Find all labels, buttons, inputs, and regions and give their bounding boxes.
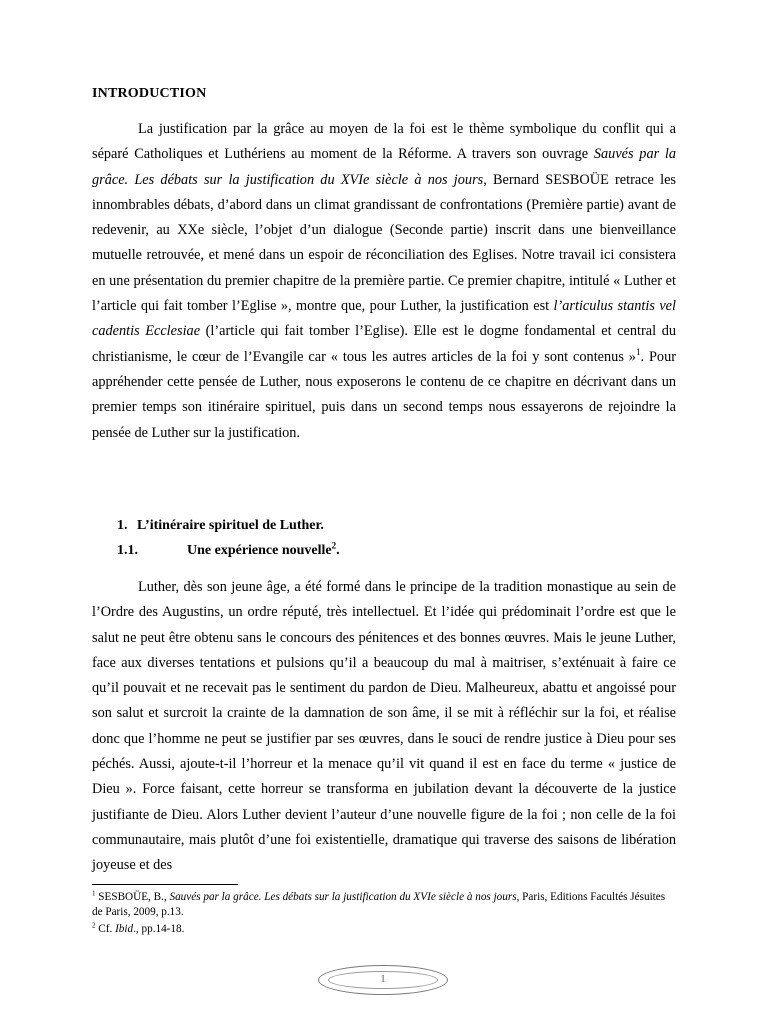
book-title: Sauvés par la grâce. Les débats sur la justification du XVIe siècle à nos jours [92, 146, 676, 188]
footnote-separator [92, 884, 238, 885]
page-number: 1 [380, 973, 386, 985]
page-heading: INTRODUCTION [92, 86, 207, 101]
footnote-prefix: Cf. [95, 923, 116, 935]
latin-phrase: l’articulus stantis vel cadentis Ecclesiae [92, 298, 676, 340]
intro-text-1: La justification par la grâce au moyen de la foi est le thème symbolique du conflit qui a séparé Catholiques et Luthériens au moment de la Réforme. A travers son ouvrage [92, 121, 676, 163]
intro-text-3: (l’article qui fait tomber l’Eglise). Elle est le dogme fondamental et central du christianisme, le cœur de l’Evangile car « tous les autres articles de la foi y sont contenus » [92, 323, 677, 365]
intro-paragraph [92, 117, 676, 446]
intro-text-2: , Bernard SESBOÜE retrace les innombrables débats, d’abord dans un climat grandissant de confrontations (Première partie) avant de redevenir, au XXe siècle, l’objet d’un dialogue (Seconde partie) inscrit dans une bienveillance mutuelle retrouvée, et mené dans un espoir de réconciliation des Eglises. Notre travail ici consistera en une présentation du premier chapitre de la première partie. Ce premier chapitre, intitulé « Luther et l’article qui fait tomber l’Eglise », montre que, pour Luther, la justification est [92, 171, 676, 315]
section-heading-1 [117, 518, 324, 534]
footnote-1 [92, 890, 676, 919]
section-title: L’itinéraire spirituel de Luther. [137, 518, 324, 533]
footnote-ref-1[interactable]: 1 [635, 346, 641, 357]
footnote-2 [92, 922, 676, 937]
footnote-pages: ., pp.14-18. [133, 923, 185, 935]
footnote-ref-2[interactable]: 2 [331, 540, 337, 551]
footnote-author: SESBOÜE, B., [95, 891, 170, 903]
footnote-book-title: Sauvés par la grâce. Les débats sur la justification du XVIe siècle à nos jours [169, 891, 517, 903]
subsection-number: 1.1. [117, 543, 138, 558]
section-number: 1. [117, 518, 128, 533]
footnote-number: 2 [92, 921, 96, 930]
subsection-heading-1-1 [117, 540, 340, 559]
footnote-citation: , Paris, Editions Facultés Jésuites de Paris, 2009, p.13. [92, 891, 666, 918]
body-paragraph: Luther, dès son jeune âge, a été formé dans le principe de la tradition monastique au sein de l’Ordre des Augustins, un ordre réputé, très intellectuel. Et l’idée qui prédominait l’ordre est que le salut ne peut être obtenu sans le concours des pénitences et des bonnes œuvres. Mais le jeune Luther, face aux diverses tentations et pulsions qu’il a beaucoup du mal à maitriser, s’exténuait à faire ce qu’il pouvait et ne recevait pas le sentiment du pardon de Dieu. Malheureux, abattu et angoissé pour son salut et surcroit la crainte de la damnation de son âme, il se mit à réfléchir sur la foi, et réalise donc que l’homme ne peut se justifier par ses œuvres, dans le souci de rendre justice à Dieu pour ses péchés. Aussi, ajoute-t-il l’horreur et la menace qu’il vit quand il est en face du terme « justice de Dieu ». Force faisant, cette horreur se transforma en jubilation devant la découverte de la justice justifiante de Dieu. Alors Luther devient l’auteur d’une nouvelle figure de la foi ; non celle de la foi communautaire, mais plutôt d’une foi existentielle, dramatique qui traverse des saisons de libération joyeuse et des [92, 579, 676, 874]
subsection-title-end: . [336, 543, 340, 558]
intro-text-4: . Pour appréhender cette pensée de Luther, nous exposerons le contenu de ce chapitre en décrivant dans un premier temps son itinéraire spirituel, puis dans un second temps nous essayerons de rejoindre la pensée de Luther sur la justification. [92, 348, 676, 441]
subsection-title: Une expérience nouvelle [187, 543, 332, 558]
footnote-ibid: Ibid [115, 923, 134, 935]
footnote-number: 1 [92, 889, 96, 898]
